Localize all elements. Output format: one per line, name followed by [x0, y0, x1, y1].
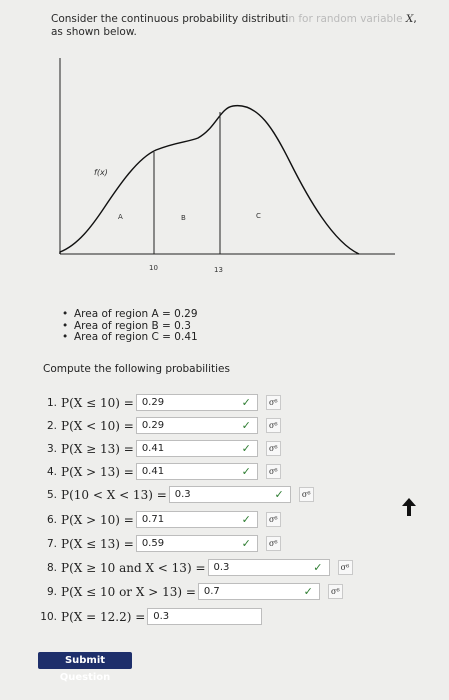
question-10	[37, 607, 262, 626]
question-expression: P(X ≥ 13) =	[61, 441, 134, 456]
intro-text-faded: n for random variable	[288, 13, 406, 25]
question-number: 8.	[46, 561, 57, 574]
question-expression: P(X > 13) =	[61, 464, 134, 479]
region-label-a: A	[118, 213, 123, 221]
symbol-icon[interactable]: σ⁶	[266, 464, 281, 479]
answer-value: 0.41	[141, 443, 165, 454]
answer-input[interactable]	[198, 583, 320, 600]
question-4	[37, 462, 281, 481]
question-6	[37, 510, 281, 529]
question-5	[37, 485, 314, 504]
area-item-b: • Area of region B = 0.3	[60, 321, 198, 333]
symbol-icon[interactable]: σ⁶	[266, 512, 281, 527]
answer-value: 0.29	[141, 397, 165, 408]
question-number: 9.	[46, 585, 57, 598]
check-icon: ✓	[303, 585, 313, 598]
answer-value: 0.3	[213, 562, 230, 573]
area-list	[60, 309, 198, 344]
random-variable: X	[405, 13, 414, 25]
question-number: 1.	[46, 396, 57, 409]
problem-statement	[51, 13, 431, 39]
area-item-c: • Area of region C = 0.41	[60, 332, 198, 344]
question-3	[37, 439, 281, 458]
region-label-b: B	[181, 214, 186, 222]
question-expression: P(X < 10) =	[61, 418, 134, 433]
compute-heading: Compute the following probabilities	[43, 363, 230, 375]
density-curve	[60, 106, 359, 254]
answer-input[interactable]	[136, 535, 258, 552]
question-number: 10.	[40, 610, 57, 623]
question-expression: P(10 < X < 13) =	[61, 487, 167, 502]
symbol-icon[interactable]: σ⁶	[328, 584, 343, 599]
symbol-icon[interactable]: σ⁶	[266, 441, 281, 456]
question-expression: P(X ≤ 10) =	[61, 395, 134, 410]
intro-text: Consider the continuous probability distributi	[51, 13, 289, 25]
question-expression: P(X ≤ 10 or X > 13) =	[61, 584, 196, 599]
answer-value: 0.71	[141, 514, 165, 525]
answer-value: 0.41	[141, 466, 165, 477]
check-icon: ✓	[241, 465, 251, 478]
question-expression: P(X = 12.2) =	[61, 609, 146, 624]
question-1	[37, 393, 281, 412]
answer-input[interactable]	[136, 440, 258, 457]
question-number: 6.	[46, 513, 57, 526]
check-icon: ✓	[241, 442, 251, 455]
answer-input[interactable]	[147, 608, 262, 625]
question-expression: P(X ≥ 10 and X < 13) =	[61, 560, 206, 575]
x-tick-13: 13	[214, 266, 223, 274]
mouse-cursor-icon	[402, 498, 416, 516]
answer-value: 0.7	[203, 586, 220, 597]
question-9	[37, 582, 343, 601]
question-8	[37, 558, 353, 577]
symbol-icon[interactable]: σ⁶	[266, 536, 281, 551]
symbol-icon[interactable]: σ⁶	[338, 560, 353, 575]
answer-input[interactable]	[136, 511, 258, 528]
y-axis-label: f(x)	[94, 168, 108, 177]
check-icon: ✓	[241, 419, 251, 432]
question-2	[37, 416, 281, 435]
question-expression: P(X > 10) =	[61, 512, 134, 527]
area-item-a: • Area of region A = 0.29	[60, 309, 198, 321]
submit-question-button[interactable]: Submit Question	[38, 652, 132, 669]
intro-text-end: , as shown below.	[51, 13, 417, 38]
region-label-c: C	[256, 212, 261, 220]
answer-input[interactable]	[169, 486, 291, 503]
question-number: 4.	[46, 465, 57, 478]
check-icon: ✓	[274, 488, 284, 501]
question-number: 3.	[46, 442, 57, 455]
symbol-icon[interactable]: σ⁶	[266, 395, 281, 410]
check-icon: ✓	[241, 537, 251, 550]
answer-value: 0.3	[153, 611, 170, 622]
question-expression: P(X ≤ 13) =	[61, 536, 134, 551]
answer-input[interactable]	[208, 559, 330, 576]
check-icon: ✓	[241, 513, 251, 526]
answer-value: 0.59	[141, 538, 165, 549]
distribution-chart	[48, 50, 398, 280]
question-number: 7.	[46, 537, 57, 550]
symbol-icon[interactable]: σ⁶	[266, 418, 281, 433]
answer-value: 0.3	[174, 489, 191, 500]
question-7	[37, 534, 281, 553]
x-tick-10: 10	[149, 264, 158, 272]
symbol-icon[interactable]: σ⁶	[299, 487, 314, 502]
answer-input[interactable]	[136, 417, 258, 434]
check-icon: ✓	[313, 561, 323, 574]
answer-value: 0.29	[141, 420, 165, 431]
answer-input[interactable]	[136, 394, 258, 411]
answer-input[interactable]	[136, 463, 258, 480]
question-number: 2.	[46, 419, 57, 432]
check-icon: ✓	[241, 396, 251, 409]
question-number: 5.	[46, 488, 57, 501]
